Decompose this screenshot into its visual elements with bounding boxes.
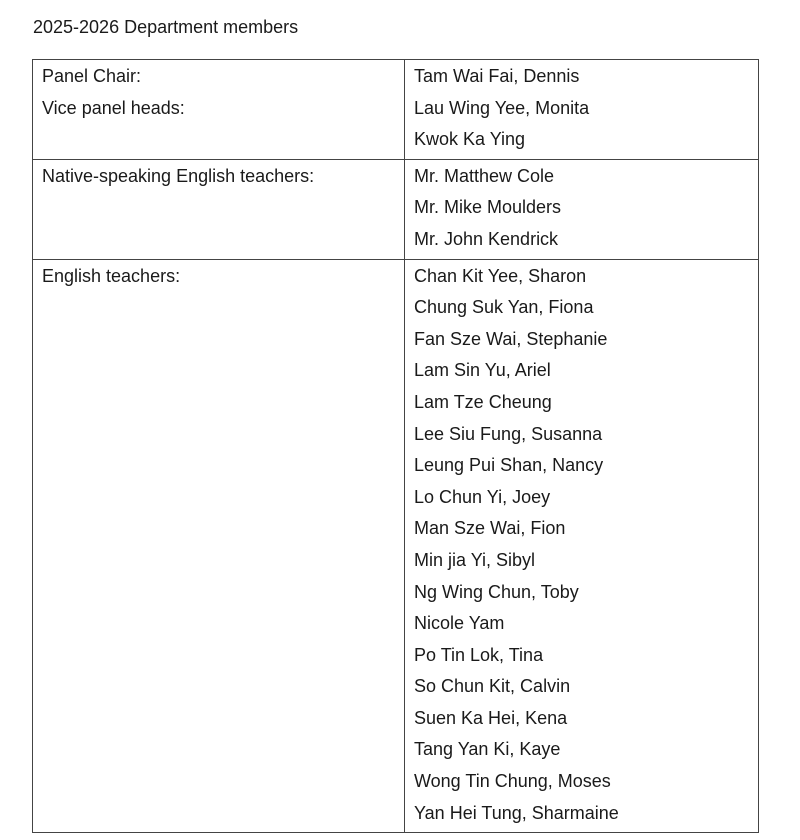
names-cell bbox=[405, 159, 759, 259]
table-row bbox=[33, 259, 759, 833]
member-name: Kwok Ka Ying bbox=[414, 129, 526, 150]
role-cell bbox=[33, 60, 405, 160]
member-name: Yan Hei Tung, Sharmaine bbox=[414, 802, 619, 823]
role-label: Vice panel heads: bbox=[42, 97, 185, 118]
member-name: Lam Tze Cheung bbox=[414, 391, 552, 412]
member-name: Lee Siu Fung, Susanna bbox=[414, 423, 603, 444]
role-label: Panel Chair: bbox=[42, 66, 142, 86]
member-name: So Chun Kit, Calvin bbox=[414, 676, 571, 697]
role-cell bbox=[33, 159, 405, 259]
role-label: English teachers: bbox=[42, 265, 181, 286]
member-name: Nicole Yam bbox=[414, 613, 505, 634]
names-cell bbox=[405, 60, 759, 160]
member-name: Chung Suk Yan, Fiona bbox=[414, 297, 594, 318]
document-title: 2025-2026 Department members bbox=[33, 17, 299, 37]
member-name: Fan Sze Wai, Stephanie bbox=[414, 328, 608, 349]
member-name: Lo Chun Yi, Joey bbox=[414, 486, 551, 507]
member-name: Wong Tin Chung, Moses bbox=[414, 771, 611, 792]
member-name: Mr. John Kendrick bbox=[414, 228, 559, 249]
member-name: Ng Wing Chun, Toby bbox=[414, 581, 579, 602]
member-name: Mr. Mike Moulders bbox=[414, 197, 562, 218]
department-members-table bbox=[32, 59, 759, 833]
names-cell bbox=[405, 259, 759, 833]
member-name: Man Sze Wai, Fion bbox=[414, 518, 566, 539]
members-table-body bbox=[33, 60, 759, 833]
table-row bbox=[33, 60, 759, 160]
member-name: Mr. Matthew Cole bbox=[414, 165, 555, 186]
table-row bbox=[33, 159, 759, 259]
member-name: Po Tin Lok, Tina bbox=[414, 644, 544, 665]
member-name: Chan Kit Yee, Sharon bbox=[414, 265, 587, 286]
member-name: Lau Wing Yee, Monita bbox=[414, 97, 590, 118]
role-cell bbox=[33, 259, 405, 833]
role-label: Native-speaking English teachers: bbox=[42, 165, 315, 186]
member-name: Tam Wai Fai, Dennis bbox=[414, 66, 580, 86]
member-name: Tang Yan Ki, Kaye bbox=[414, 739, 561, 760]
member-name: Suen Ka Hei, Kena bbox=[414, 707, 568, 728]
member-name: Leung Pui Shan, Nancy bbox=[414, 455, 604, 476]
member-name: Min jia Yi, Sibyl bbox=[414, 549, 536, 570]
member-name: Lam Sin Yu, Ariel bbox=[414, 360, 551, 381]
